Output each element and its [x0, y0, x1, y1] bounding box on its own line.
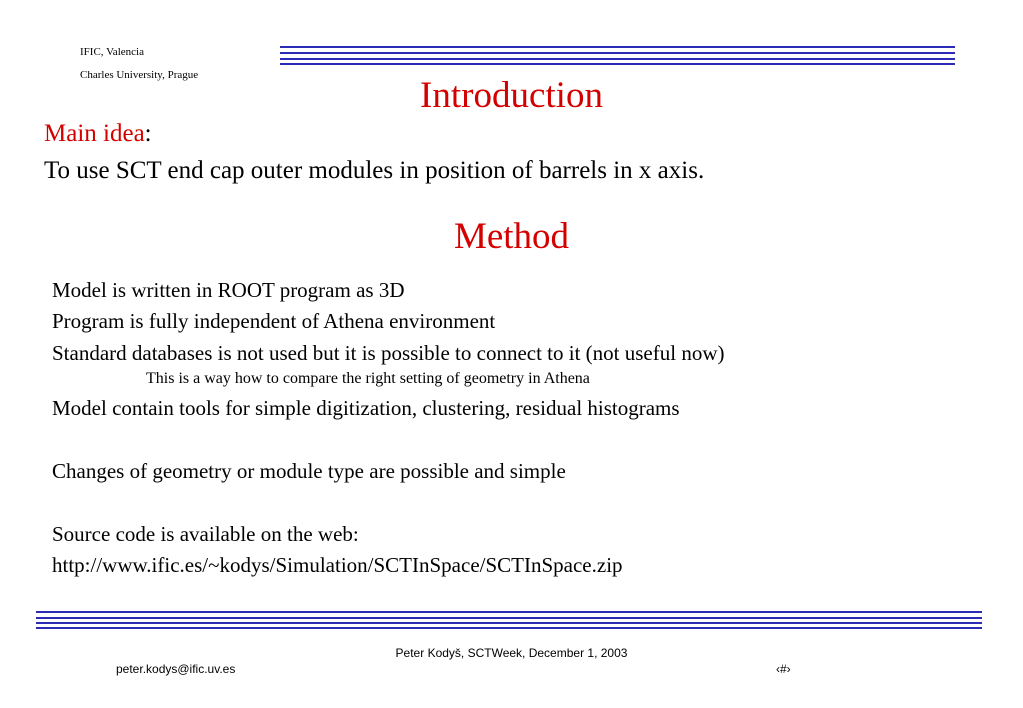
- footer-rule-3: [36, 622, 982, 624]
- institution-prague: Charles University, Prague: [80, 69, 199, 81]
- method-line-3-sub: This is a way how to compare the right setting of geometry in Athena: [146, 370, 590, 387]
- method-line-4: Model contain tools for simple digitization, clustering, residual histograms: [52, 396, 680, 420]
- method-line-3: Standard databases is not used but it is possible to connect to it (not useful now): [52, 341, 725, 365]
- main-idea-colon: :: [144, 120, 152, 147]
- footer-rule-4: [36, 627, 982, 629]
- header-rule-3: [280, 58, 955, 60]
- method-line-2: Program is fully independent of Athena environment: [52, 309, 496, 333]
- header-rule-4: [280, 63, 955, 65]
- footer-email: peter.kodys@ific.uv.es: [116, 662, 236, 676]
- source-url: http://www.ific.es/~kodys/Simulation/SCTInSpace/SCTInSpace.zip: [52, 553, 623, 577]
- header-rule-2: [280, 52, 955, 54]
- footer-rule-2: [36, 617, 982, 619]
- main-idea-text: To use SCT end cap outer modules in position of barrels in x axis.: [44, 157, 705, 184]
- slide-title: Introduction: [420, 75, 603, 116]
- method-line-1: Model is written in ROOT program as 3D: [52, 278, 405, 302]
- main-idea-label: Main idea: [44, 120, 145, 147]
- main-idea-heading: [44, 120, 152, 148]
- method-line-6: Source code is available on the web:: [52, 522, 359, 546]
- header-rule-1: [280, 46, 955, 48]
- institution-valencia: IFIC, Valencia: [80, 46, 144, 58]
- method-line-5: Changes of geometry or module type are possible and simple: [52, 459, 566, 483]
- footer-author-date: Peter Kodyš, SCTWeek, December 1, 2003: [395, 646, 628, 660]
- method-title: Method: [453, 216, 570, 257]
- page-number: ‹#›: [776, 662, 791, 676]
- footer-rule-1: [36, 611, 982, 613]
